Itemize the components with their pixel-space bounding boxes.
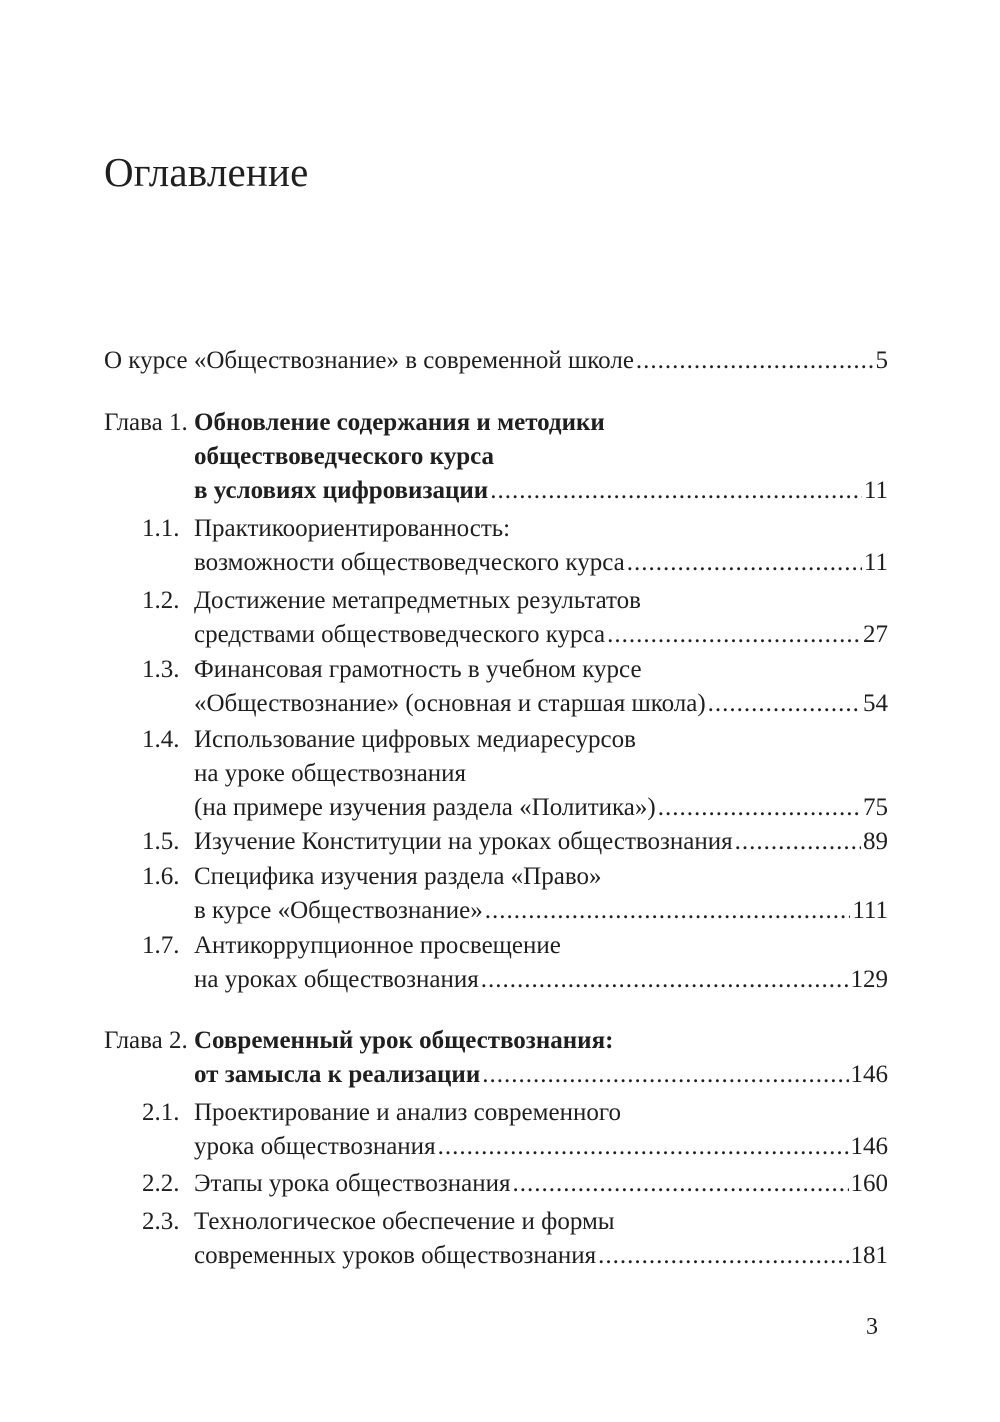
section-2-3-line1[interactable]: Технологическое обеспечение и формы <box>194 1208 615 1235</box>
section-1-4-line2[interactable]: на уроке обществознания <box>194 760 467 787</box>
leader-dots <box>627 546 862 580</box>
toc-page-number: 27 <box>863 621 888 648</box>
section-1-2-line2: средствами обществоведческого курса <box>194 621 606 648</box>
toc-entry-chapter-1[interactable] <box>194 474 888 508</box>
section-1-1-line2: возможности обществоведческого курса <box>194 549 625 576</box>
chapter-1-title-line3: в условиях цифровизации <box>194 477 489 504</box>
toc-entry-1-1[interactable] <box>194 546 888 580</box>
section-1-7-line1[interactable]: Антикоррупционное просвещение <box>194 932 561 959</box>
leader-dots <box>658 791 861 825</box>
leader-dots <box>438 1130 849 1164</box>
toc-page-number: 54 <box>863 690 888 717</box>
section-1-4-line1[interactable]: Использование цифровых медиаресурсов <box>194 726 636 753</box>
toc-page-number: 11 <box>863 477 888 504</box>
chapter-1-label: Глава 1. <box>104 409 188 436</box>
toc-entry-2-1[interactable] <box>194 1130 888 1164</box>
section-2-2-line1: Этапы урока обществознания <box>194 1170 511 1197</box>
toc-page-number: 129 <box>850 966 888 993</box>
toc-entry-2-2[interactable] <box>194 1167 888 1201</box>
section-1-3-line2: «Обществознание» (основная и старшая школа) <box>194 690 706 717</box>
leader-dots <box>485 894 851 928</box>
section-2-1-line1[interactable]: Проектирование и анализ современного <box>194 1099 621 1126</box>
toc-page-number: 89 <box>863 828 888 855</box>
section-2-1-line2: урока обществознания <box>194 1133 436 1160</box>
toc-entry-1-6[interactable] <box>194 894 888 928</box>
section-1-3-line1[interactable]: Финансовая грамотность в учебном курсе <box>194 656 642 683</box>
chapter-2-title-line2: от замысла к реализации <box>194 1061 481 1088</box>
section-number: 1.4. <box>142 726 180 753</box>
section-1-6-line1[interactable]: Специфика изучения раздела «Право» <box>194 863 602 890</box>
chapter-1-title-line2[interactable]: обществоведческого курса <box>194 443 495 470</box>
leader-dots <box>636 344 874 378</box>
leader-dots <box>598 1239 848 1273</box>
section-number: 2.2. <box>142 1170 180 1197</box>
leader-dots <box>513 1167 849 1201</box>
leader-dots <box>481 963 849 997</box>
chapter-1-title-line1[interactable]: Обновление содержания и методики <box>194 409 605 436</box>
chapter-2-title-line1[interactable]: Современный урок обществознания: <box>194 1027 614 1054</box>
toc-page-number: 146 <box>850 1133 888 1160</box>
section-1-6-line2: в курсе «Обществознание» <box>194 897 483 924</box>
toc-page-number: 111 <box>852 897 888 924</box>
section-number: 1.7. <box>142 932 180 959</box>
toc-page-number: 11 <box>863 549 888 576</box>
toc-entry-1-4[interactable] <box>194 791 888 825</box>
toc-entry-1-3[interactable] <box>194 687 888 721</box>
toc-entry-text: О курсе «Обществознание» в современной школе <box>104 347 634 374</box>
section-1-2-line1[interactable]: Достижение метапредметных результатов <box>194 587 641 614</box>
toc-entry-2-3[interactable] <box>194 1239 888 1273</box>
section-number: 1.2. <box>142 587 180 614</box>
section-number: 2.3. <box>142 1208 180 1235</box>
section-1-7-line2: на уроках обществознания <box>194 966 479 993</box>
leader-dots <box>708 687 861 721</box>
toc-entry-chapter-2[interactable] <box>194 1058 888 1092</box>
toc-page-number: 146 <box>850 1061 888 1088</box>
page-title: Оглавление <box>104 149 309 195</box>
section-number: 1.3. <box>142 656 180 683</box>
section-number: 1.5. <box>142 828 180 855</box>
toc-page-number: 160 <box>850 1170 888 1197</box>
toc-entry-1-5[interactable] <box>194 825 888 859</box>
toc-entry-intro[interactable] <box>104 344 888 378</box>
section-1-1-line1[interactable]: Практикоориентированность: <box>194 515 511 542</box>
toc-entry-1-7[interactable] <box>194 963 888 997</box>
toc-page-number: 75 <box>863 794 888 821</box>
toc-page-number: 181 <box>850 1242 888 1269</box>
section-1-5-line1: Изучение Конституции на уроках обществознания <box>194 828 733 855</box>
section-number: 1.6. <box>142 863 180 890</box>
leader-dots <box>607 618 861 652</box>
toc-page-number: 5 <box>875 347 888 374</box>
section-2-3-line2: современных уроков обществознания <box>194 1242 597 1269</box>
section-number: 2.1. <box>142 1099 180 1126</box>
page-number: 3 <box>866 1314 878 1340</box>
chapter-2-label: Глава 2. <box>104 1027 188 1054</box>
section-number: 1.1. <box>142 515 180 542</box>
toc-entry-1-2[interactable] <box>194 618 888 652</box>
leader-dots <box>735 825 861 859</box>
leader-dots <box>482 1058 848 1092</box>
leader-dots <box>490 474 862 508</box>
section-1-4-line3: (на примере изучения раздела «Политика») <box>194 794 656 821</box>
